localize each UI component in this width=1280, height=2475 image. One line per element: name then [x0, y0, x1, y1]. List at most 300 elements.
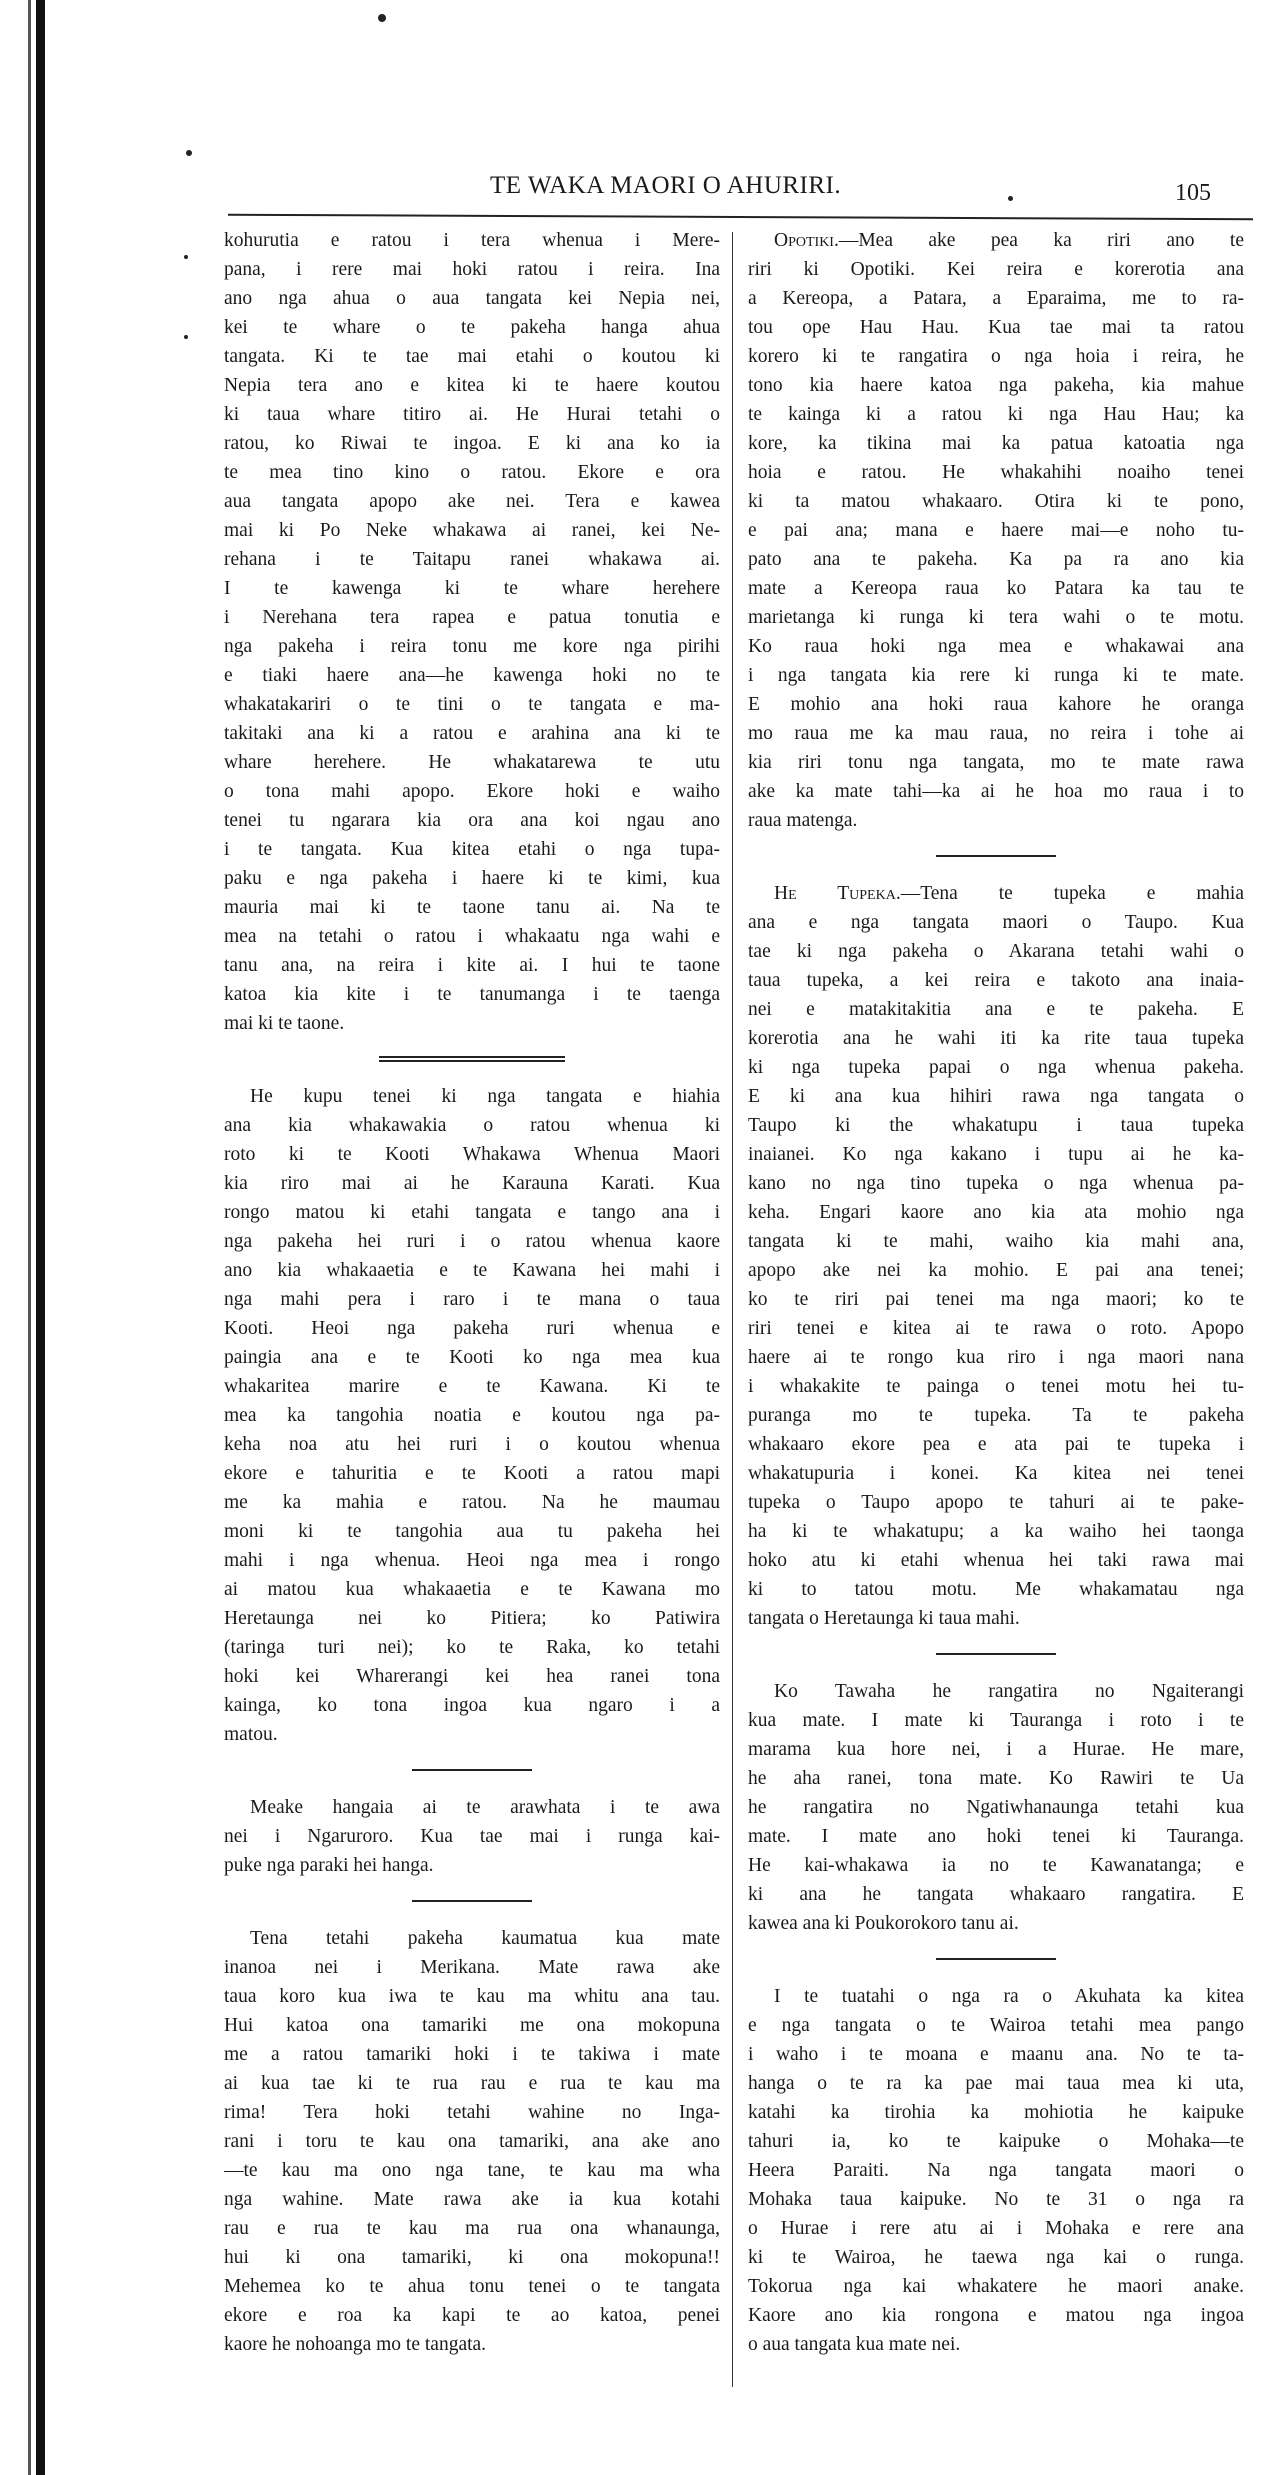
line-text: inaianei. Ko nga kakano i tupu ai he ka-	[748, 1144, 1244, 1165]
text-line	[748, 400, 1244, 429]
article-paragraph	[748, 1982, 1244, 2359]
text-line	[748, 2301, 1244, 2330]
line-text: Tokorua nga kai whakatere he maori anake.	[748, 2276, 1244, 2297]
text-line	[224, 690, 720, 719]
text-line	[224, 487, 720, 516]
text-line	[748, 1488, 1244, 1517]
text-line	[748, 1909, 1244, 1938]
text-line	[748, 545, 1244, 574]
line-text: te mea tino kino o ratou. Ekore e ora	[224, 462, 720, 483]
text-line	[748, 966, 1244, 995]
line-text: Tena tetahi pakeha kaumatua kua mate	[250, 1928, 720, 1949]
line-text: tou ope Hau Hau. Kua tae mai ta ratou	[748, 317, 1244, 338]
text-line	[224, 516, 720, 545]
line-text: whakatakariri o te tini o te tangata e ma-	[224, 694, 720, 715]
line-text: keha. Engari kaore ano kia ata mohio nga	[748, 1202, 1244, 1223]
text-line	[748, 313, 1244, 342]
line-text: hanga o te ra ka pae mai taua mea ki uta,	[748, 2073, 1244, 2094]
text-line	[224, 400, 720, 429]
article-lead: Opotiki.	[774, 230, 839, 251]
text-line	[748, 1764, 1244, 1793]
text-line	[748, 1314, 1244, 1343]
text-line	[224, 719, 720, 748]
line-text: kainga, ko tona ingoa kua ngaro i a	[224, 1695, 720, 1716]
text-line	[748, 1793, 1244, 1822]
line-text: roto ki te Kooti Whakawa Whenua Maori	[224, 1144, 720, 1165]
text-line	[748, 1285, 1244, 1314]
text-line	[224, 1009, 720, 1038]
text-line	[224, 226, 720, 255]
text-line	[748, 995, 1244, 1024]
text-line	[748, 1430, 1244, 1459]
text-line	[224, 1256, 720, 1285]
text-line	[224, 574, 720, 603]
line-text: ki ta matou whakaaro. Otira ki te pono,	[748, 491, 1244, 512]
text-line	[748, 690, 1244, 719]
line-text: ekore e roa ka kapi te ao katoa, penei	[224, 2305, 720, 2326]
line-text: mai ki Po Neke whakawa ai ranei, kei Ne-	[224, 520, 720, 541]
text-line	[748, 719, 1244, 748]
text-line	[224, 1459, 720, 1488]
text-line	[224, 429, 720, 458]
line-text: ano kia whakaaetia e te Kawana hei mahi i	[224, 1260, 720, 1281]
text-line	[748, 1343, 1244, 1372]
text-line	[224, 1793, 720, 1822]
text-line	[748, 777, 1244, 806]
text-line	[748, 2243, 1244, 2272]
line-text: rima! Tera hoki tetahi wahine no Inga-	[224, 2102, 720, 2123]
line-text: mea ka tangohia noatia e koutou nga pa-	[224, 1405, 720, 1426]
line-text: tangata. Ki te tae mai etahi o koutou ki	[224, 346, 720, 367]
text-line	[224, 1662, 720, 1691]
line-text: e nga tangata o te Wairoa tetahi mea pango	[748, 2015, 1244, 2036]
line-text: ki to tatou motu. Me whakamatau nga	[748, 1579, 1244, 1600]
text-line	[748, 1822, 1244, 1851]
text-line	[224, 2156, 720, 2185]
line-text: i whakakite te painga o tenei motu hei tu-	[748, 1376, 1244, 1397]
text-line	[224, 1372, 720, 1401]
text-line	[748, 1575, 1244, 1604]
rule-separator	[412, 1769, 532, 1771]
line-text: apopo ake nei ka mohio. E pai ana tenei;	[748, 1260, 1244, 1281]
line-text: tanu ana, na reira i kite ai. I hui te taone	[224, 955, 720, 976]
page-number: 105	[1175, 180, 1211, 206]
line-text: he aha ranei, tona mate. Ko Rawiri te Ua	[748, 1768, 1244, 1789]
text-line	[224, 1401, 720, 1430]
line-text: nei e matakitakitia ana e te pakeha. E	[748, 999, 1244, 1020]
line-text: pana, i rere mai hoki ratou i reira. Ina	[224, 259, 720, 280]
text-line	[224, 2301, 720, 2330]
line-text: —te kau ma ono nga tane, te kau ma wha	[224, 2160, 720, 2181]
text-line	[748, 806, 1244, 835]
text-line	[748, 2156, 1244, 2185]
line-text: Meake hangaia ai te arawhata i te awa	[250, 1797, 720, 1818]
line-text: riri tenei e kitea ai te rawa o roto. Apopo	[748, 1318, 1244, 1339]
line-text: tangata o Heretaunga ki taua mahi.	[748, 1608, 1020, 1629]
text-line	[748, 1459, 1244, 1488]
text-line	[748, 1546, 1244, 1575]
text-line	[748, 1169, 1244, 1198]
line-text: ki te Wairoa, he taewa nga kai o runga.	[748, 2247, 1244, 2268]
line-text: te kainga ki a ratou ki nga Hau Hau; ka	[748, 404, 1244, 425]
line-text: tahuri ia, ko te kaipuke o Mohaka—te	[748, 2131, 1244, 2152]
newspaper-title: TE WAKA MAORI O AHURIRI.	[490, 172, 842, 199]
text-line	[224, 284, 720, 313]
text-line	[748, 908, 1244, 937]
line-text: o aua tangata kua mate nei.	[748, 2334, 961, 2355]
ink-speck	[186, 150, 192, 156]
text-line	[224, 1517, 720, 1546]
line-text: mate. I mate ano hoki tenei ki Tauranga.	[748, 1826, 1244, 1847]
text-line	[748, 2272, 1244, 2301]
line-text: takitaki ana ki a ratou e arahina ana ki te	[224, 723, 720, 744]
text-line	[748, 429, 1244, 458]
line-text: Nepia tera ano e kitea ki te haere koutou	[224, 375, 720, 396]
line-text: ki ana he tangata whakaaro rangatira. E	[748, 1884, 1244, 1905]
text-line	[224, 371, 720, 400]
line-text: kaore he nohoanga mo te tangata.	[224, 2334, 487, 2355]
line-text: ai kua tae ki te rua rau e rua te kau ma	[224, 2073, 720, 2094]
line-text: hoko atu ki etahi whenua hei taki rawa mai	[748, 1550, 1244, 1571]
line-text: taua tupeka, a kei reira e takoto ana inaia-	[748, 970, 1244, 991]
text-line	[748, 1372, 1244, 1401]
ink-speck	[378, 14, 386, 22]
line-text: o tona mahi apopo. Ekore hoki e waiho	[224, 781, 720, 802]
line-text: Heretaunga nei ko Pitiera; ko Patiwira	[224, 1608, 720, 1629]
text-line	[224, 1082, 720, 1111]
line-text: tono kia haere katoa nga pakeha, kia mahue	[748, 375, 1244, 396]
line-text: whakaritea marire e te Kawana. Ki te	[224, 1376, 720, 1397]
rule-separator	[936, 1958, 1056, 1960]
text-line	[224, 1851, 720, 1880]
text-line	[224, 545, 720, 574]
text-line	[224, 980, 720, 1009]
text-line	[224, 255, 720, 284]
line-text: mea na tetahi o ratou i whakaatu nga wahi e	[224, 926, 720, 947]
line-text: Heera Paraiti. Na nga tangata maori o	[748, 2160, 1244, 2181]
text-line	[224, 2214, 720, 2243]
text-line	[224, 1430, 720, 1459]
line-text: ha ki te whakatupu; a ka waiho hei taonga	[748, 1521, 1244, 1542]
line-text: raua matenga.	[748, 810, 858, 831]
line-text: puranga mo te tupeka. Ta te pakeha	[748, 1405, 1244, 1426]
text-line	[748, 1053, 1244, 1082]
binding-edge	[36, 0, 45, 2475]
line-text: ai matou kua whakaaetia e te Kawana mo	[224, 1579, 720, 1600]
left-column	[224, 226, 720, 2359]
column-divider	[732, 232, 733, 2387]
rule-separator	[936, 855, 1056, 857]
article-paragraph	[748, 1677, 1244, 1938]
line-text: marama kua hore nei, i a Hurae. He mare,	[748, 1739, 1244, 1760]
text-line	[224, 661, 720, 690]
right-column	[748, 226, 1244, 2359]
line-text: whakatupuria i konei. Ka kitea nei tenei	[748, 1463, 1244, 1484]
text-line	[224, 1198, 720, 1227]
text-line	[224, 1314, 720, 1343]
text-line	[224, 2069, 720, 2098]
text-line	[224, 1111, 720, 1140]
article-paragraph	[748, 226, 1244, 835]
line-text: i Nerehana tera rapea e patua tonutia e	[224, 607, 720, 628]
line-text: mauria mai ki te taone tanu ai. Na te	[224, 897, 720, 918]
line-text: Ko Tawaha he rangatira no Ngaiterangi	[774, 1681, 1244, 1702]
line-text: inanoa nei i Merikana. Mate rawa ake	[224, 1957, 720, 1978]
text-line	[224, 1720, 720, 1749]
text-line	[224, 1227, 720, 1256]
text-line	[224, 1982, 720, 2011]
line-text: whare herehere. He whakatarewa te utu	[224, 752, 720, 773]
text-line	[748, 632, 1244, 661]
text-line	[748, 1111, 1244, 1140]
line-text: taua koro kua iwa te kau ma whitu ana tau.	[224, 1986, 720, 2007]
line-text: marietanga ki runga ki tera wahi o te motu.	[748, 607, 1244, 628]
text-line	[748, 574, 1244, 603]
article-paragraph	[748, 879, 1244, 1633]
line-text: haere ai te rongo kua riro i nga maori nana	[748, 1347, 1244, 1368]
text-line	[224, 603, 720, 632]
line-text: Kaore ano kia rongona e matou nga ingoa	[748, 2305, 1244, 2326]
text-line	[224, 1140, 720, 1169]
text-line	[224, 342, 720, 371]
line-text: kawea ana ki Poukorokoro tanu ai.	[748, 1913, 1019, 1934]
text-line	[748, 879, 1244, 908]
line-text: Mohaka taua kaipuke. No te 31 o nga ra	[748, 2189, 1244, 2210]
line-text: i te tangata. Kua kitea etahi o nga tupa-	[224, 839, 720, 860]
text-line	[224, 2243, 720, 2272]
line-text: o Hurae i rere atu ai i Mohaka e rere ana	[748, 2218, 1244, 2239]
text-line	[748, 661, 1244, 690]
line-text: —Mea ake pea ka riri ano te	[838, 230, 1244, 251]
line-text: he rangatira no Ngatiwhanaunga tetahi kua	[748, 1797, 1244, 1818]
line-text: paingia ana e te Kooti ko nga mea kua	[224, 1347, 720, 1368]
text-line	[224, 2185, 720, 2214]
text-line	[748, 1677, 1244, 1706]
ink-speck	[184, 255, 188, 259]
line-text: nga pakeha hei ruri i o ratou whenua kaore	[224, 1231, 720, 1252]
line-text: paku e nga pakeha i haere ki te kimi, kua	[224, 868, 720, 889]
line-text: ko te riri pai tenei ma nga maori; ko te	[748, 1289, 1244, 1310]
text-line	[748, 2040, 1244, 2069]
line-text: kua mate. I mate ki Tauranga i roto i te	[748, 1710, 1244, 1731]
text-line	[748, 284, 1244, 313]
text-line	[224, 951, 720, 980]
text-line	[748, 226, 1244, 255]
line-text: ano nga ahua o aua tangata kei Nepia nei,	[224, 288, 720, 309]
line-text: whakaaro ekore pea e ata pai te tupeka i	[748, 1434, 1244, 1455]
text-line	[224, 1488, 720, 1517]
text-line	[224, 2272, 720, 2301]
line-text: i waho i te moana e maanu ana. No te ta-	[748, 2044, 1244, 2065]
text-line	[748, 1517, 1244, 1546]
text-line	[748, 1140, 1244, 1169]
text-line	[748, 1706, 1244, 1735]
line-text: Hui katoa ona tamariki me ona mokopuna	[224, 2015, 720, 2036]
line-text: nga pakeha i reira tonu me kore nga pirihi	[224, 636, 720, 657]
line-text: E ki ana kua hihiri rawa nga tangata o	[748, 1086, 1244, 1107]
header-rule	[228, 214, 1253, 220]
line-text: kano no nga tino tupeka o nga whenua pa-	[748, 1173, 1244, 1194]
line-text: me a ratou tamariki hoki i te takiwa i mate	[224, 2044, 720, 2065]
line-text: hoki kei Wharerangi kei hea ranei tona	[224, 1666, 720, 1687]
line-text: He kai-whakawa ia no te Kawanatanga; e	[748, 1855, 1244, 1876]
line-text: Kooti. Heoi nga pakeha ruri whenua e	[224, 1318, 720, 1339]
line-text: ratou, ko Riwai te ingoa. E ki ana ko ia	[224, 433, 720, 454]
line-text: I te kawenga ki te whare herehere	[224, 578, 720, 599]
ink-speck	[1008, 196, 1013, 201]
line-text: keha noa atu hei ruri i o koutou whenua	[224, 1434, 720, 1455]
text-line	[224, 632, 720, 661]
text-line	[748, 1401, 1244, 1430]
article-paragraph	[224, 1793, 720, 1880]
line-text: ekore e tahuritia e te Kooti a ratou mapi	[224, 1463, 720, 1484]
line-text: kei te whare o te pakeha hanga ahua	[224, 317, 720, 338]
text-line	[224, 313, 720, 342]
text-line	[748, 1735, 1244, 1764]
text-line	[748, 371, 1244, 400]
article-paragraph	[224, 1082, 720, 1749]
text-line	[748, 1256, 1244, 1285]
line-text: tae ki nga pakeha o Akarana tetahi wahi o	[748, 941, 1244, 962]
text-line	[224, 748, 720, 777]
line-text: Mehemea ko te ahua tonu tenei o te tangata	[224, 2276, 720, 2297]
text-line	[748, 1082, 1244, 1111]
line-text: rau e rua te kau ma rua ona whanaunga,	[224, 2218, 720, 2239]
text-line	[224, 2040, 720, 2069]
rule-separator	[412, 1900, 532, 1902]
text-line	[748, 937, 1244, 966]
line-text: moni ki te tangohia aua tu pakeha hei	[224, 1521, 720, 1542]
text-line	[748, 2069, 1244, 2098]
text-line	[748, 516, 1244, 545]
line-text: E mohio ana hoki raua kahore he oranga	[748, 694, 1244, 715]
line-text: a Kereopa, a Patara, a Eparaima, me to ra-	[748, 288, 1244, 309]
line-text: rani i toru te kau ona tamariki, ana ake ano	[224, 2131, 720, 2152]
line-text: Ko raua hoki nga mea e whakawai ana	[748, 636, 1244, 657]
line-text: tupeka o Taupo apopo te tahuri ai te pake-	[748, 1492, 1244, 1513]
line-text: riri ki Opotiki. Kei reira e korerotia ana	[748, 259, 1244, 280]
text-line	[224, 2098, 720, 2127]
text-line	[224, 1633, 720, 1662]
line-text: nga mahi pera i raro i te mana o taua	[224, 1289, 720, 1310]
text-line	[224, 806, 720, 835]
line-text: He kupu tenei ki nga tangata e hiahia	[250, 1086, 720, 1107]
ink-speck	[184, 335, 188, 339]
line-text: rehana i te Taitapu ranei whakawa ai.	[224, 549, 720, 570]
text-line	[748, 1227, 1244, 1256]
text-line	[224, 893, 720, 922]
text-line	[224, 2127, 720, 2156]
line-text: e tiaki haere ana—he kawenga hoki no te	[224, 665, 720, 686]
text-line	[224, 1691, 720, 1720]
line-text: ake ka mate tahi—ka ai he hoa mo raua i to	[748, 781, 1244, 802]
line-text: I te tuatahi o nga ra o Akuhata ka kitea	[774, 1986, 1244, 2007]
text-line	[224, 1546, 720, 1575]
text-line	[224, 458, 720, 487]
text-line	[748, 748, 1244, 777]
text-line	[748, 2011, 1244, 2040]
text-line	[748, 2330, 1244, 2359]
line-text: e pai ana; mana e haere mai—e noho tu-	[748, 520, 1244, 541]
text-line	[748, 1851, 1244, 1880]
line-text: matou.	[224, 1724, 278, 1745]
line-text: mate a Kereopa raua ko Patara ka tau te	[748, 578, 1244, 599]
text-line	[224, 1343, 720, 1372]
line-text: ki nga tupeka papai o nga whenua pakeha.	[748, 1057, 1244, 1078]
text-line	[224, 835, 720, 864]
line-text: me ka mahia e ratou. Na he maumau	[224, 1492, 720, 1513]
line-text: (taringa turi nei); ko te Raka, ko tetahi	[224, 1637, 720, 1658]
text-line	[748, 255, 1244, 284]
text-line	[748, 1982, 1244, 2011]
text-line	[748, 1198, 1244, 1227]
double-rule-separator	[379, 1056, 565, 1062]
text-line	[224, 1822, 720, 1851]
line-text: tangata ki te mahi, waiho kia mahi ana,	[748, 1231, 1244, 1252]
line-text: ana kia whakawakia o ratou whenua ki	[224, 1115, 720, 1136]
line-text: —Tena te tupeka e mahia	[900, 883, 1244, 904]
text-line	[224, 1953, 720, 1982]
line-text: kia riro mai ai he Karauna Karati. Kua	[224, 1173, 720, 1194]
line-text: Taupo ki the whakatupu i taua tupeka	[748, 1115, 1244, 1136]
text-line	[748, 1024, 1244, 1053]
line-text: kore, ka tikina mai ka patua katoatia nga	[748, 433, 1244, 454]
article-paragraph	[224, 1924, 720, 2359]
text-line	[224, 1604, 720, 1633]
line-text: pato ana te pakeha. Ka pa ra ano kia	[748, 549, 1244, 570]
line-text: katoa kia kite i te tanumanga i te taenga	[224, 984, 720, 1005]
text-line	[748, 1880, 1244, 1909]
text-line	[748, 487, 1244, 516]
text-line	[224, 1285, 720, 1314]
line-text: hoia e ratou. He whakahihi noaiho tenei	[748, 462, 1244, 483]
rule-separator	[936, 1653, 1056, 1655]
text-line	[748, 2214, 1244, 2243]
text-line	[224, 2011, 720, 2040]
line-text: katahi ka tirohia ka mohiotia he kaipuke	[748, 2102, 1244, 2123]
line-text: mo raua me ka mau raua, no reira i tohe ai	[748, 723, 1244, 744]
line-text: aua tangata apopo ake nei. Tera e kawea	[224, 491, 720, 512]
text-line	[224, 864, 720, 893]
line-text: ana e nga tangata maori o Taupo. Kua	[748, 912, 1244, 933]
line-text: nga wahine. Mate rawa ake ia kua kotahi	[224, 2189, 720, 2210]
line-text: kohurutia e ratou i tera whenua i Mere-	[224, 230, 720, 251]
line-text: rongo matou ki etahi tangata e tango ana i	[224, 1202, 720, 1223]
text-line	[224, 2330, 720, 2359]
line-text: puke nga paraki hei hanga.	[224, 1855, 434, 1876]
article-lead: He Tupeka.	[774, 883, 901, 904]
text-line	[748, 342, 1244, 371]
line-text: korero ki te rangatira o nga hoia i reira, he	[748, 346, 1244, 367]
text-line	[748, 1604, 1244, 1633]
text-line	[224, 1575, 720, 1604]
text-line	[748, 458, 1244, 487]
line-text: mahi i nga whenua. Heoi nga mea i rongo	[224, 1550, 720, 1571]
text-line	[224, 777, 720, 806]
line-text: hui ki ona tamariki, ki ona mokopuna!!	[224, 2247, 720, 2268]
line-text: mai ki te taone.	[224, 1013, 345, 1034]
text-line	[748, 2185, 1244, 2214]
text-line	[748, 2127, 1244, 2156]
text-line	[224, 1924, 720, 1953]
line-text: i nga tangata kia rere ki runga ki te mate.	[748, 665, 1244, 686]
line-text: korerotia ana he wahi iti ka rite taua tupeka	[748, 1028, 1244, 1049]
text-line	[224, 922, 720, 951]
article-paragraph	[224, 226, 720, 1038]
line-text: nei i Ngaruroro. Kua tae mai i runga kai-	[224, 1826, 720, 1847]
text-line	[748, 603, 1244, 632]
line-text: kia riri tonu nga tangata, mo te mate rawa	[748, 752, 1244, 773]
